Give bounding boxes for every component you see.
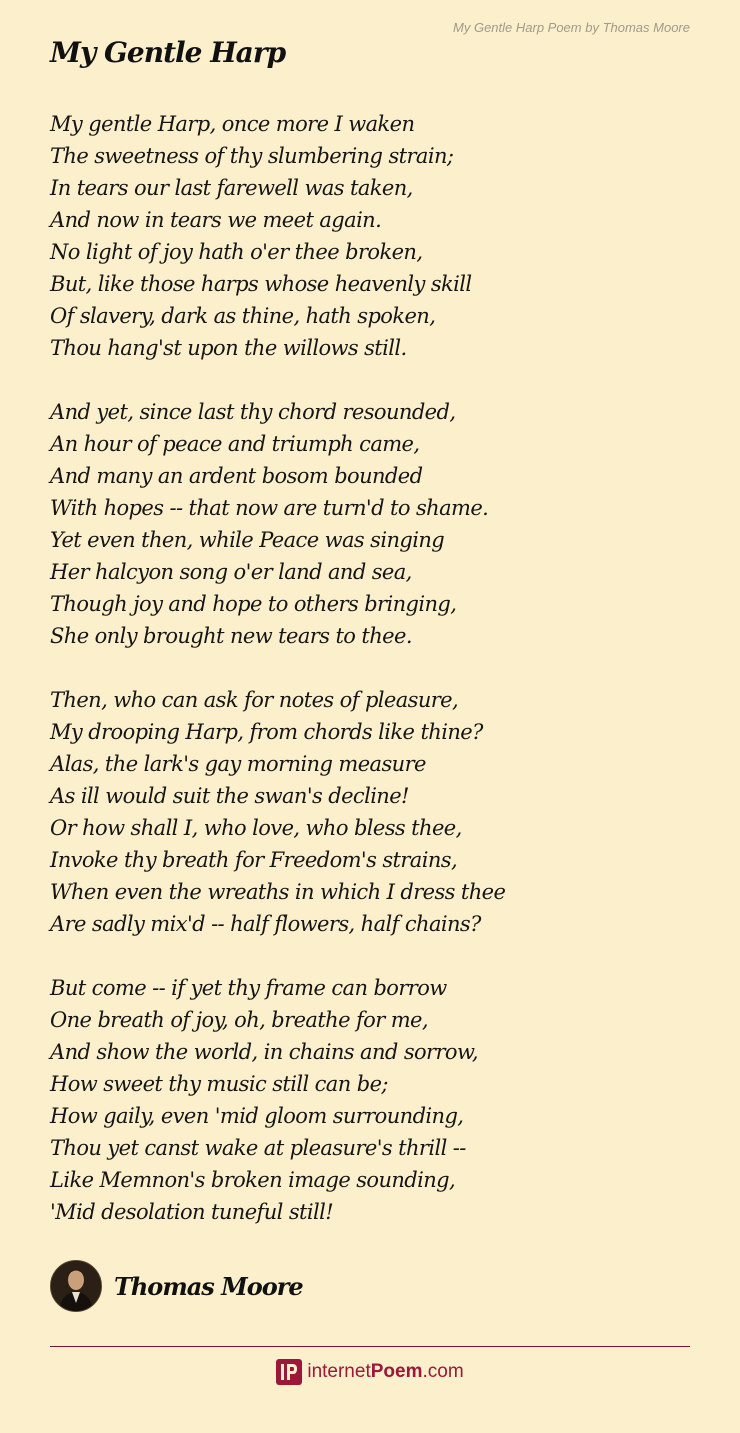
poem-line: And yet, since last thy chord resounded, xyxy=(50,400,456,424)
poem-line: My gentle Harp, once more I waken xyxy=(50,112,415,136)
poem-line: Alas, the lark's gay morning measure xyxy=(50,752,426,776)
poem-line: Though joy and hope to others bringing, xyxy=(50,592,457,616)
poem-line: Yet even then, while Peace was singing xyxy=(50,528,445,552)
header-credit: My Gentle Harp Poem by Thomas Moore xyxy=(453,20,690,35)
poem-line: Invoke thy breath for Freedom's strains, xyxy=(50,848,458,872)
poem-line: When even the wreaths in which I dress thee xyxy=(50,880,506,904)
poem-line: An hour of peace and triumph came, xyxy=(50,432,420,456)
author-portrait-icon xyxy=(51,1261,101,1311)
poem-line: Then, who can ask for notes of pleasure, xyxy=(50,688,459,712)
poem-line: No light of joy hath o'er thee broken, xyxy=(50,240,423,264)
author-avatar[interactable] xyxy=(50,1260,102,1312)
site-logo-text xyxy=(307,1361,463,1383)
poem-line: As ill would suit the swan's decline! xyxy=(50,784,409,808)
poem-body xyxy=(50,108,690,1260)
poem-line: Like Memnon's broken image sounding, xyxy=(50,1168,456,1192)
poem-line: Are sadly mix'd -- half flowers, half chains? xyxy=(50,912,481,936)
stanza xyxy=(50,684,690,940)
poem-line: Thou yet canst wake at pleasure's thrill -- xyxy=(50,1136,466,1160)
poem-line: 'Mid desolation tuneful still! xyxy=(50,1200,334,1224)
poem-line: But come -- if yet thy frame can borrow xyxy=(50,976,447,1000)
poem-line: Or how shall I, who love, who bless thee, xyxy=(50,816,462,840)
author-name[interactable]: Thomas Moore xyxy=(114,1271,303,1301)
poem-line: And many an ardent bosom bounded xyxy=(50,464,423,488)
poem-line: In tears our last farewell was taken, xyxy=(50,176,413,200)
poem-line: One breath of joy, oh, breathe for me, xyxy=(50,1008,428,1032)
poem-line: Her halcyon song o'er land and sea, xyxy=(50,560,412,584)
stanza xyxy=(50,108,690,364)
poem-line: But, like those harps whose heavenly skill xyxy=(50,272,472,296)
poem-line: The sweetness of thy slumbering strain; xyxy=(50,144,454,168)
poem-line: And now in tears we meet again. xyxy=(50,208,382,232)
poem-line: With hopes -- that now are turn'd to shame. xyxy=(50,496,489,520)
footer-divider xyxy=(50,1346,690,1347)
poem-title: My Gentle Harp xyxy=(50,36,286,69)
poem-line: And show the world, in chains and sorrow, xyxy=(50,1040,478,1064)
poem-line: My drooping Harp, from chords like thine? xyxy=(50,720,483,744)
internetpoem-logo-icon xyxy=(276,1359,302,1385)
poem-line: Of slavery, dark as thine, hath spoken, xyxy=(50,304,436,328)
logo-suffix: .com xyxy=(422,1361,464,1382)
author-block[interactable] xyxy=(50,1260,303,1312)
poem-line: She only brought new tears to thee. xyxy=(50,624,412,648)
logo-prefix: internet xyxy=(307,1361,371,1382)
site-logo-link[interactable] xyxy=(0,1359,740,1385)
logo-bold: Poem xyxy=(370,1361,423,1382)
poem-line: Thou hang'st upon the willows still. xyxy=(50,336,407,360)
stanza xyxy=(50,972,690,1228)
poem-line: How gaily, even 'mid gloom surrounding, xyxy=(50,1104,464,1128)
poem-line: How sweet thy music still can be; xyxy=(50,1072,388,1096)
stanza xyxy=(50,396,690,652)
